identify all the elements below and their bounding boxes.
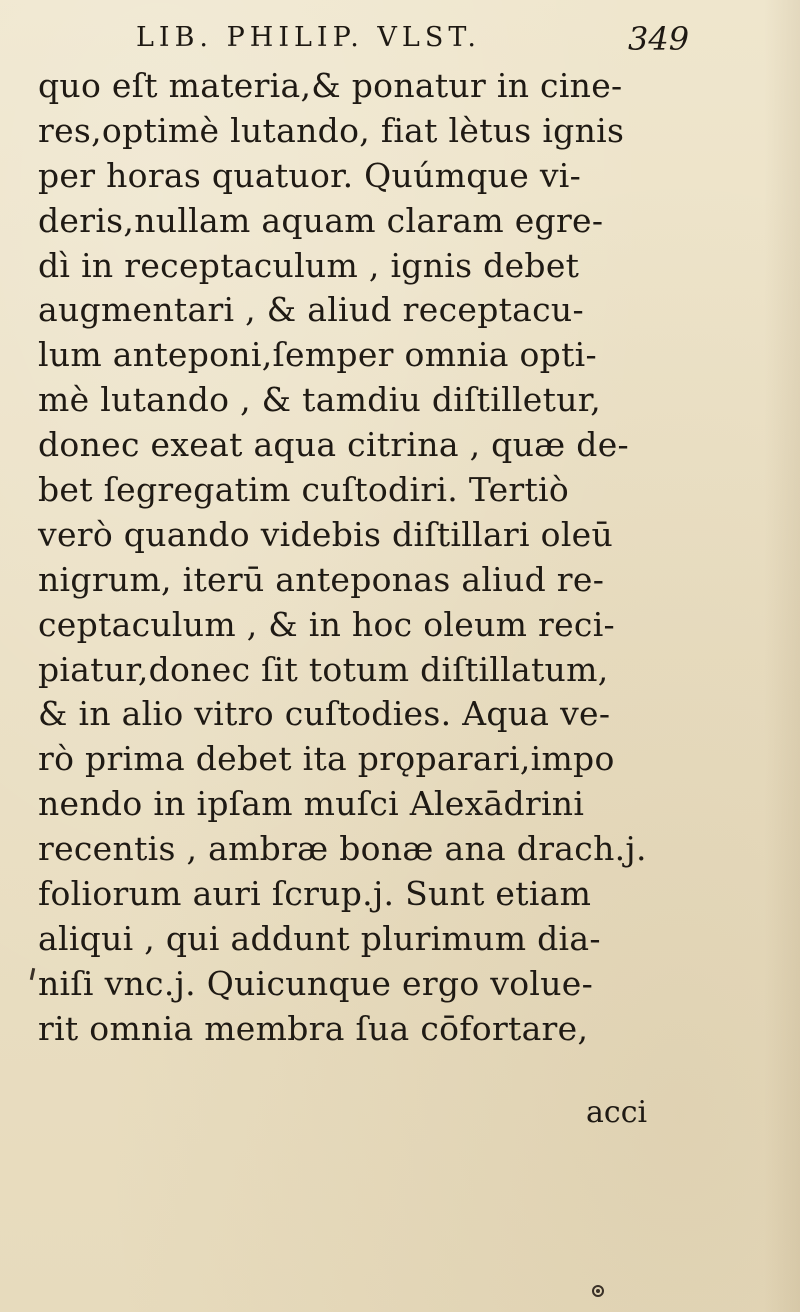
text-line: res,optimè lutando, fiat lètus ignis [38,110,625,150]
running-head [0,20,800,64]
text-line: augmentari , & aliud receptacu- [38,290,584,330]
text-line: bet ſegregatim cuſtodiri. Tertiò [38,470,570,510]
text-line: ceptaculum , & in hoc oleum reci- [38,604,616,644]
text-line: per horas quatuor. Quúmque vi- [38,155,582,195]
text-line: aliqui , qui addunt plurimum dia- [38,918,601,958]
text-line: dì in receptaculum , ignis debet [38,245,580,285]
page-number: 349 [628,20,690,58]
text-line: mè lutando , & tamdiu diſtilletur, [38,380,601,420]
text-line: deris,nullam aquam claram egre- [38,200,604,240]
text-line: nendo in ipſam muſci Alexādrini [38,784,585,824]
catchword: acci [586,1095,648,1130]
library-stamp-icon [592,1285,604,1297]
text-line: lum anteponi,ſemper omnia opti- [38,335,597,375]
text-line: recentis , ambræ bonæ ana drach.j. [38,829,647,869]
running-head-title: LIB. PHILIP. VLST. [136,22,481,53]
text-line: rit omnia membra ſua cōfortare, [38,1008,589,1048]
text-line: nigrum, iterū anteponas aliud re- [38,559,605,599]
body-text [38,64,678,1052]
ink-mark [30,968,35,980]
text-line: niſi vnc.j. Quicunque ergo volue- [38,963,594,1003]
text-line: rò prima debet ita prǫparari,impo [38,739,615,779]
text-line: foliorum auri ſcrup.j. Sunt etiam [38,874,592,914]
text-line: quo eſt materia,& ponatur in cine- [38,66,623,105]
text-line: donec exeat aqua citrina , quæ de- [38,425,629,465]
text-line: & in alio vitro cuſtodies. Aqua ve- [38,694,611,734]
text-line: piatur,donec ſit totum diſtillatum, [38,649,609,689]
text-line: verò quando videbis diſtillari oleū [38,514,614,554]
